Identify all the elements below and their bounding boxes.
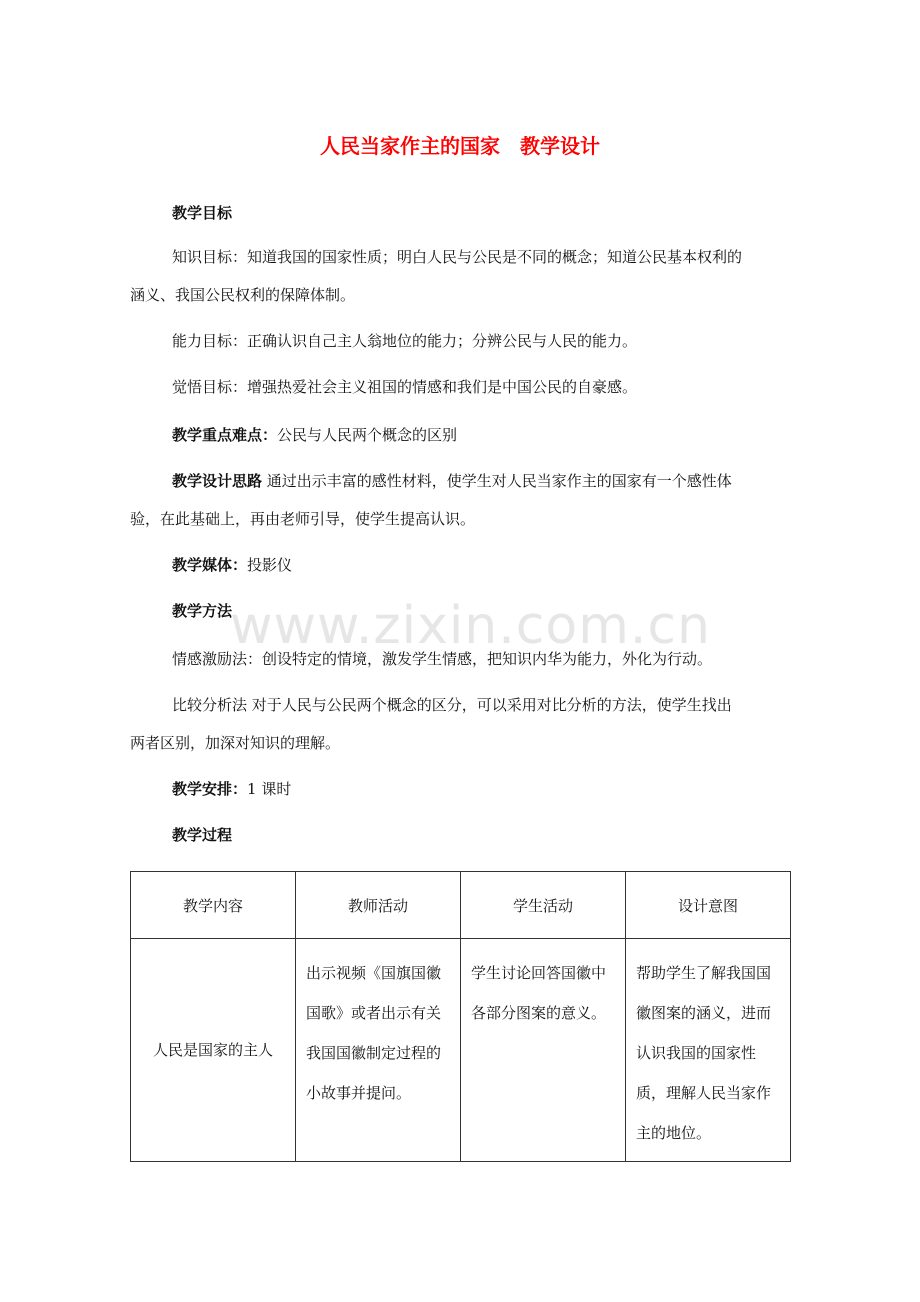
header-intent: 设计意图 (626, 872, 791, 939)
cell-student: 学生讨论回答国徽中各部分图案的意义。 (461, 939, 626, 1162)
process-heading: 教学过程 (172, 826, 233, 844)
table-header-row (131, 872, 791, 939)
table-row (131, 939, 791, 1162)
schedule-paragraph (130, 772, 832, 806)
header-content: 教学内容 (131, 872, 296, 939)
design-idea-line-1 (130, 464, 832, 498)
design-idea-text-1: 通过出示丰富的感性材料，使学生对人民当家作主的国家有一个感性体 (266, 472, 732, 490)
media-label: 教学媒体： (172, 556, 248, 574)
method-2-line-1: 比较分析法 对于人民与公民两个概念的区分，可以采用对比分析的方法，使学生找出 (172, 696, 732, 714)
methods-heading: 教学方法 (172, 602, 233, 620)
media-paragraph (130, 548, 832, 582)
schedule-text: 1 课时 (247, 780, 292, 798)
cell-teacher: 出示视频《国旗国徽国歌》或者出示有关我国国徽制定过程的小故事并提问。 (296, 939, 461, 1162)
design-idea-label: 教学设计思路 (172, 472, 263, 490)
key-point-paragraph (130, 418, 832, 452)
knowledge-objective-line-2: 涵义、我国公民权利的保障体制。 (130, 286, 356, 304)
method-1: 情感激励法：创设特定的情境，激发学生情感，把知识内华为能力，外化为行动。 (172, 650, 713, 668)
key-point-label: 教学重点难点： (172, 426, 278, 444)
cell-content: 人民是国家的主人 (131, 939, 296, 1162)
header-teacher: 教师活动 (296, 872, 461, 939)
knowledge-objective-line-1: 知识目标：知道我国的国家性质；明白人民与公民是不同的概念；知道公民基本权利的 (172, 248, 743, 266)
watermark: www.zixin.com.cn (230, 596, 711, 656)
page-title: 人民当家作主的国家 教学设计 (320, 134, 600, 158)
header-student: 学生活动 (461, 872, 626, 939)
awareness-objective: 觉悟目标：增强热爱社会主义祖国的情感和我们是中国公民的自豪感。 (172, 378, 638, 396)
method-2-line-2: 两者区别，加深对知识的理解。 (130, 734, 341, 752)
process-table (130, 871, 791, 1162)
key-point-text: 公民与人民两个概念的区别 (277, 426, 458, 444)
design-idea-line-2: 验，在此基础上，再由老师引导，使学生提高认识。 (130, 510, 476, 528)
ability-objective: 能力目标：正确认识自己主人翁地位的能力；分辨公民与人民的能力。 (172, 332, 638, 350)
objectives-heading: 教学目标 (172, 204, 233, 222)
media-text: 投影仪 (247, 556, 293, 574)
cell-intent: 帮助学生了解我国国徽图案的涵义，进而认识我国的国家性质，理解人民当家作主的地位。 (626, 939, 791, 1162)
schedule-label: 教学安排： (172, 780, 248, 798)
